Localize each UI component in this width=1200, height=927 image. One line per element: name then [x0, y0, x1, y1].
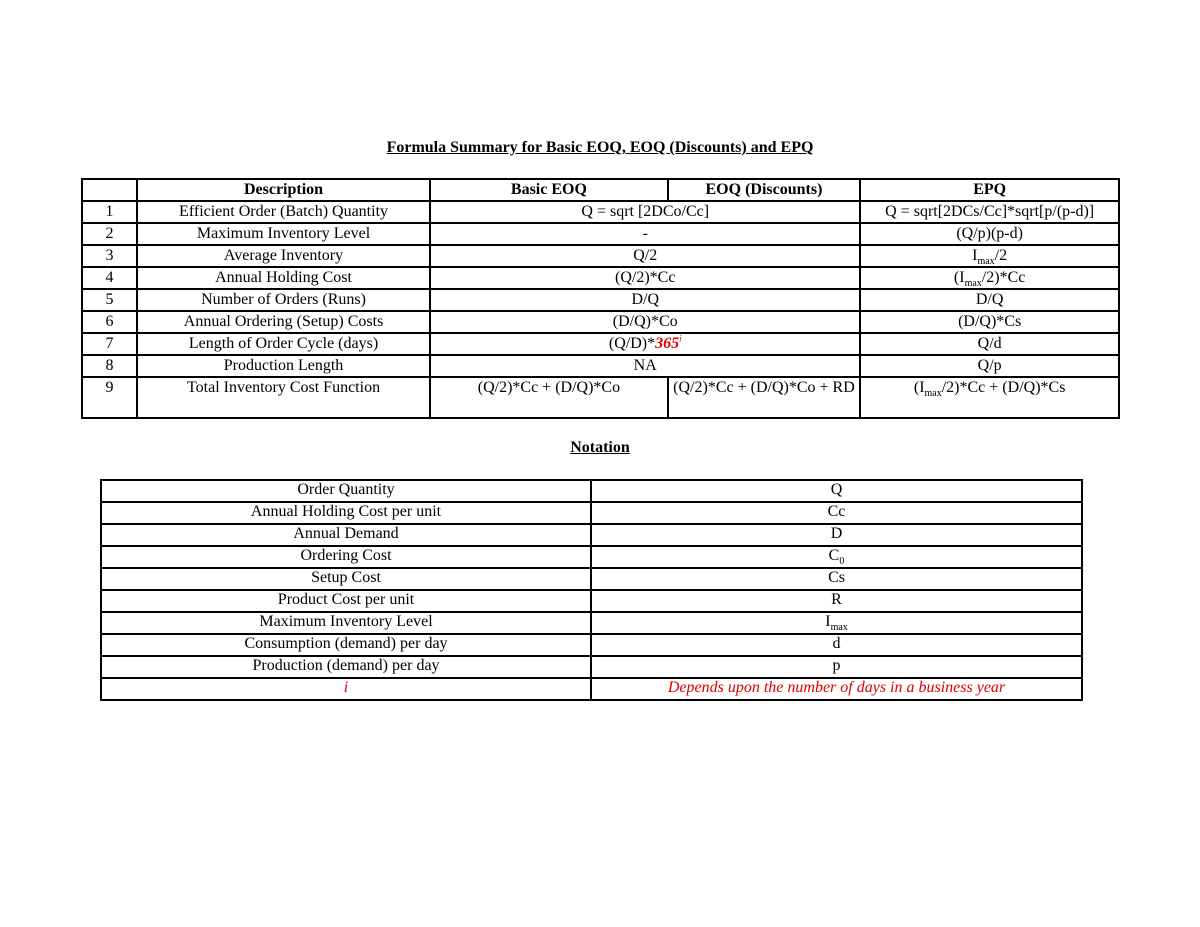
notation-row [101, 656, 1082, 678]
notation-term: Maximum Inventory Level [101, 612, 591, 634]
notation-row [101, 590, 1082, 612]
notation-term: Consumption (demand) per day [101, 634, 591, 656]
notation-title: Notation [570, 439, 630, 456]
row-eoq-formula: (Q/2)*Cc [430, 267, 860, 289]
row-description: Average Inventory [137, 245, 430, 267]
notation-row [101, 678, 1082, 700]
row-epq-formula: D/Q [860, 289, 1119, 311]
table-row [82, 245, 1119, 267]
row-epq-formula: (D/Q)*Cs [860, 311, 1119, 333]
row-epq-formula: Q/d [860, 333, 1119, 355]
row-description: Annual Ordering (Setup) Costs [137, 311, 430, 333]
formula-part: /2 [994, 247, 1008, 264]
formula-part: (I [913, 379, 925, 396]
row-eoq-formula: Q = sqrt [2DCo/Cc] [430, 201, 860, 223]
notation-row [101, 502, 1082, 524]
notation-row [101, 612, 1082, 634]
subscript-max: max [977, 256, 995, 268]
symbol-base: I [825, 613, 831, 630]
notation-symbol [591, 546, 1082, 568]
header-eoq-discounts: EOQ (Discounts) [668, 179, 861, 201]
row-description: Maximum Inventory Level [137, 223, 430, 245]
subscript-max: max [924, 388, 942, 400]
header-num [82, 179, 137, 201]
row-epq-formula [860, 377, 1119, 418]
row-description: Total Inventory Cost Function [137, 377, 430, 418]
table-row [82, 311, 1119, 333]
row-eoq-formula: - [430, 223, 860, 245]
notation-row [101, 480, 1082, 502]
row-eoq-formula: Q/2 [430, 245, 860, 267]
row-num: 3 [82, 245, 137, 267]
row-basic-eoq-formula: (Q/2)*Cc + (D/Q)*Co [430, 377, 667, 418]
notation-symbol: d [591, 634, 1082, 656]
notation-symbol: Q [591, 480, 1082, 502]
row-num: 4 [82, 267, 137, 289]
notation-symbol: Depends upon the number of days in a business year [591, 678, 1082, 700]
notation-term: i [101, 678, 591, 700]
table-row [82, 377, 1119, 418]
row-eoq-formula [430, 333, 860, 355]
table-row [82, 223, 1119, 245]
symbol-subscript: 0 [839, 556, 845, 568]
notation-row [101, 524, 1082, 546]
notation-term: Ordering Cost [101, 546, 591, 568]
footnote-marker: i [679, 333, 682, 344]
notation-table [100, 479, 1083, 701]
notation-symbol: Cs [591, 568, 1082, 590]
row-description: Annual Holding Cost [137, 267, 430, 289]
days-per-year-value: 365 [655, 335, 680, 352]
notation-term: Production (demand) per day [101, 656, 591, 678]
notation-term: Order Quantity [101, 480, 591, 502]
notation-symbol: p [591, 656, 1082, 678]
row-description: Length of Order Cycle (days) [137, 333, 430, 355]
table-row [82, 289, 1119, 311]
row-eoq-formula: D/Q [430, 289, 860, 311]
formula-part: (Q/D)* [608, 335, 656, 352]
row-epq-formula: Q/p [860, 355, 1119, 377]
table-header-row [82, 179, 1119, 201]
row-num: 2 [82, 223, 137, 245]
table-row [82, 267, 1119, 289]
formula-summary-table [81, 178, 1120, 419]
notation-row [101, 546, 1082, 568]
row-eoq-formula: (D/Q)*Co [430, 311, 860, 333]
row-num: 6 [82, 311, 137, 333]
row-num: 8 [82, 355, 137, 377]
notation-row [101, 634, 1082, 656]
row-epq-formula [860, 245, 1119, 267]
row-epq-formula: Q = sqrt[2DCs/Cc]*sqrt[p/(p-d)] [860, 201, 1119, 223]
notation-term: Setup Cost [101, 568, 591, 590]
formula-part: I [972, 247, 978, 264]
page-title: Formula Summary for Basic EOQ, EOQ (Discounts) and EPQ [386, 139, 814, 156]
subscript-max: max [964, 278, 982, 290]
table-row [82, 333, 1119, 355]
notation-symbol: Cc [591, 502, 1082, 524]
formula-part: /2)*Cc + (D/Q)*Cs [941, 379, 1066, 396]
row-description: Efficient Order (Batch) Quantity [137, 201, 430, 223]
notation-row [101, 568, 1082, 590]
row-num: 1 [82, 201, 137, 223]
table-row [82, 355, 1119, 377]
row-epq-formula: (Q/p)(p-d) [860, 223, 1119, 245]
row-description: Number of Orders (Runs) [137, 289, 430, 311]
row-description: Production Length [137, 355, 430, 377]
notation-symbol: D [591, 524, 1082, 546]
header-basic-eoq: Basic EOQ [430, 179, 667, 201]
header-epq: EPQ [860, 179, 1119, 201]
formula-part: /2)*Cc [981, 269, 1026, 286]
row-eoq-formula: NA [430, 355, 860, 377]
symbol-base: C [828, 547, 840, 564]
row-epq-formula [860, 267, 1119, 289]
table-row [82, 201, 1119, 223]
symbol-subscript: max [830, 622, 848, 634]
header-description: Description [137, 179, 430, 201]
row-num: 5 [82, 289, 137, 311]
notation-term: Annual Demand [101, 524, 591, 546]
row-num: 7 [82, 333, 137, 355]
row-eoq-discounts-formula: (Q/2)*Cc + (D/Q)*Co + RD [668, 377, 861, 418]
notation-term: Product Cost per unit [101, 590, 591, 612]
row-num: 9 [82, 377, 137, 418]
formula-part: (I [953, 269, 965, 286]
notation-symbol [591, 612, 1082, 634]
notation-term: Annual Holding Cost per unit [101, 502, 591, 524]
notation-symbol: R [591, 590, 1082, 612]
